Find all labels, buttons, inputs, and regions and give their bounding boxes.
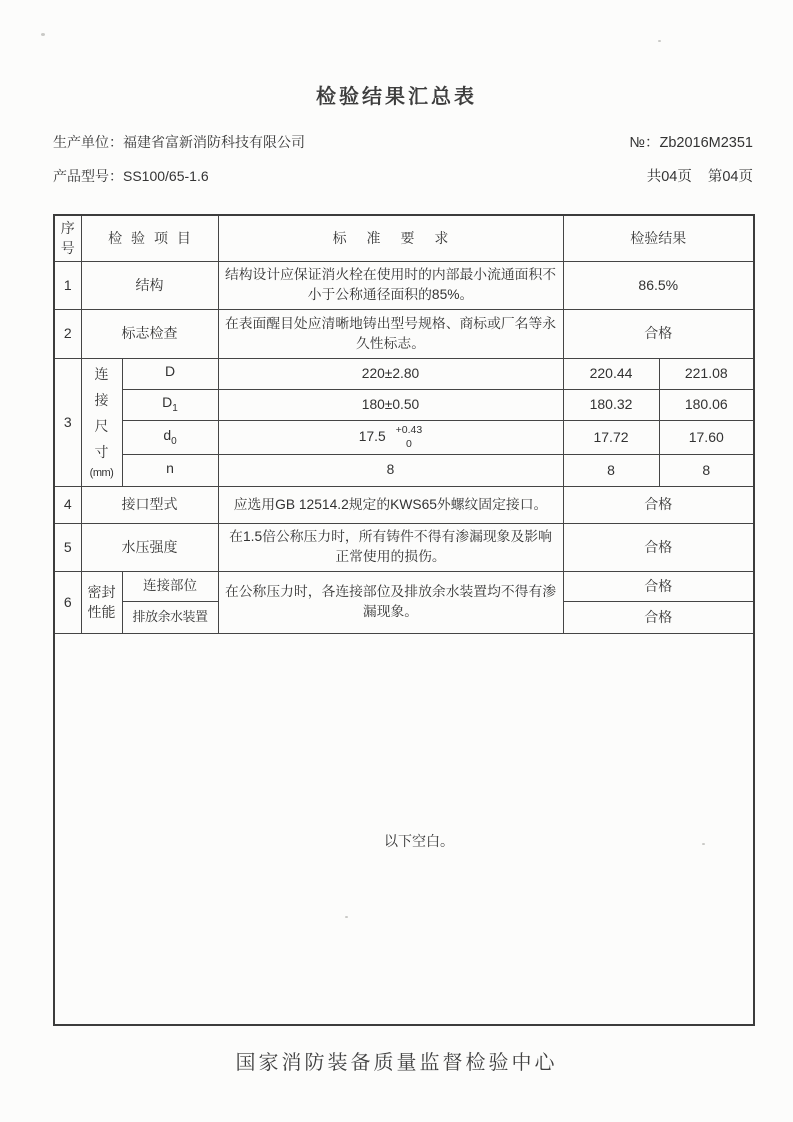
cell-seq: 1 <box>54 261 81 309</box>
pages-current: 第04页 <box>707 169 753 185</box>
cell-seq: 5 <box>54 523 81 571</box>
producer-label: 生产单位： <box>53 134 123 150</box>
model-value: SS100/65-1.6 <box>123 168 209 184</box>
cell-result: 合格 <box>563 309 754 358</box>
dim-sub: 0 <box>171 435 177 447</box>
cell-result: 合格 <box>563 601 754 633</box>
cell-result-2: 221.08 <box>659 358 754 389</box>
cell-subitem: 连接部位 <box>122 571 218 601</box>
cell-dim-symbol <box>122 454 218 486</box>
scan-speck <box>658 40 661 42</box>
meta-row-2 <box>53 165 753 186</box>
page-title: 检验结果汇总表 <box>316 86 477 108</box>
cell-seq: 4 <box>54 486 81 523</box>
header-seq: 序号 <box>54 215 81 261</box>
cell-item-vertical <box>81 358 122 486</box>
cell-standard: 8 <box>218 454 563 486</box>
cell-standard: 在1.5倍公称压力时，所有铸件不得有渗漏现象及影响正常使用的损伤。 <box>218 523 563 571</box>
cell-standard: 180±0.50 <box>218 389 563 420</box>
tolerance-lower: 0 <box>406 438 412 450</box>
table-row-sealing-a <box>54 571 754 601</box>
cell-result: 合格 <box>563 523 754 571</box>
cell-result-1: 220.44 <box>563 358 659 389</box>
dim-sub: 1 <box>172 403 178 415</box>
blank-below-note: 以下空白。 <box>54 633 754 1025</box>
table-row-blank <box>54 633 754 1025</box>
issuing-center-name: 国家消防装备质量监督检验中心 <box>235 1052 558 1074</box>
cell-item: 标志检查 <box>81 309 218 358</box>
table-row-marking <box>54 309 754 358</box>
cell-result-2: 17.60 <box>659 420 754 454</box>
cell-item: 结构 <box>81 261 218 309</box>
tolerance-nominal: 17.5 <box>358 429 386 444</box>
cell-standard: 结构设计应保证消火栓在使用时的内部最小流通面积不小于公称通径面积的85%。 <box>218 261 563 309</box>
cell-result-1: 17.72 <box>563 420 659 454</box>
cell-item: 水压强度 <box>81 523 218 571</box>
header-standard: 标 准 要 求 <box>218 215 563 261</box>
meta-row-1 <box>53 131 753 152</box>
dim-base: D <box>162 394 173 411</box>
pages-total: 共04页 <box>646 169 692 185</box>
header-row <box>54 215 754 261</box>
cell-standard: 应选用GB 12514.2规定的KWS65外螺纹固定接口。 <box>218 486 563 523</box>
dimension-unit: (mm) <box>89 466 114 479</box>
cell-result-1: 8 <box>563 454 659 486</box>
tolerance-stack <box>396 423 423 451</box>
cell-result: 合格 <box>563 486 754 523</box>
table-row-dimension-n <box>54 454 754 486</box>
report-number-label: №： <box>629 135 660 151</box>
producer-line <box>53 132 305 152</box>
producer-value: 福建省富新消防科技有限公司 <box>123 134 305 150</box>
table-row-dimension-D1 <box>54 389 754 420</box>
dim-base: d <box>163 426 172 443</box>
cell-result-2: 8 <box>659 454 754 486</box>
inspection-results-table <box>53 214 755 1026</box>
cell-dim-symbol <box>122 420 218 454</box>
cell-seq: 3 <box>54 358 81 486</box>
report-number-line <box>629 131 753 152</box>
cell-dim-symbol <box>122 389 218 420</box>
header-item: 检 验 项 目 <box>81 215 218 261</box>
cell-standard: 在表面醒目处应清晰地铸出型号规格、商标或厂名等永久性标志。 <box>218 309 563 358</box>
table-row-dimension-d0 <box>54 420 754 454</box>
table-row-hydrostatic <box>54 523 754 571</box>
pagination-line <box>647 165 753 186</box>
cell-subitem: 排放余水装置 <box>122 601 218 633</box>
dim-base: D <box>164 363 176 380</box>
table-row-dimension-D <box>54 358 754 389</box>
scan-speck <box>702 843 705 845</box>
cell-item: 接口型式 <box>81 486 218 523</box>
cell-result: 合格 <box>563 571 754 601</box>
tolerance-upper: +0.43 <box>395 423 423 436</box>
report-number-value: Zb2016M2351 <box>659 135 753 151</box>
dim-base: n <box>166 459 174 476</box>
scan-speck <box>41 33 45 36</box>
scan-speck <box>345 916 348 918</box>
cell-seq: 6 <box>54 571 81 633</box>
dimension-group-label: 连接尺寸 <box>94 366 109 460</box>
header-result: 检验结果 <box>563 215 754 261</box>
report-meta <box>53 131 753 186</box>
model-label: 产品型号： <box>53 168 123 184</box>
cell-result-2: 180.06 <box>659 389 754 420</box>
cell-standard-tolerance <box>218 420 563 454</box>
table-row-structure <box>54 261 754 309</box>
cell-standard: 220±2.80 <box>218 358 563 389</box>
table-row-interface <box>54 486 754 523</box>
cell-dim-symbol <box>122 358 218 389</box>
cell-item: 密封性能 <box>81 571 122 633</box>
cell-seq: 2 <box>54 309 81 358</box>
cell-standard: 在公称压力时，各连接部位及排放余水装置均不得有渗漏现象。 <box>218 571 563 633</box>
cell-result-1: 180.32 <box>563 389 659 420</box>
model-line <box>53 166 209 186</box>
cell-result: 86.5% <box>563 261 754 309</box>
